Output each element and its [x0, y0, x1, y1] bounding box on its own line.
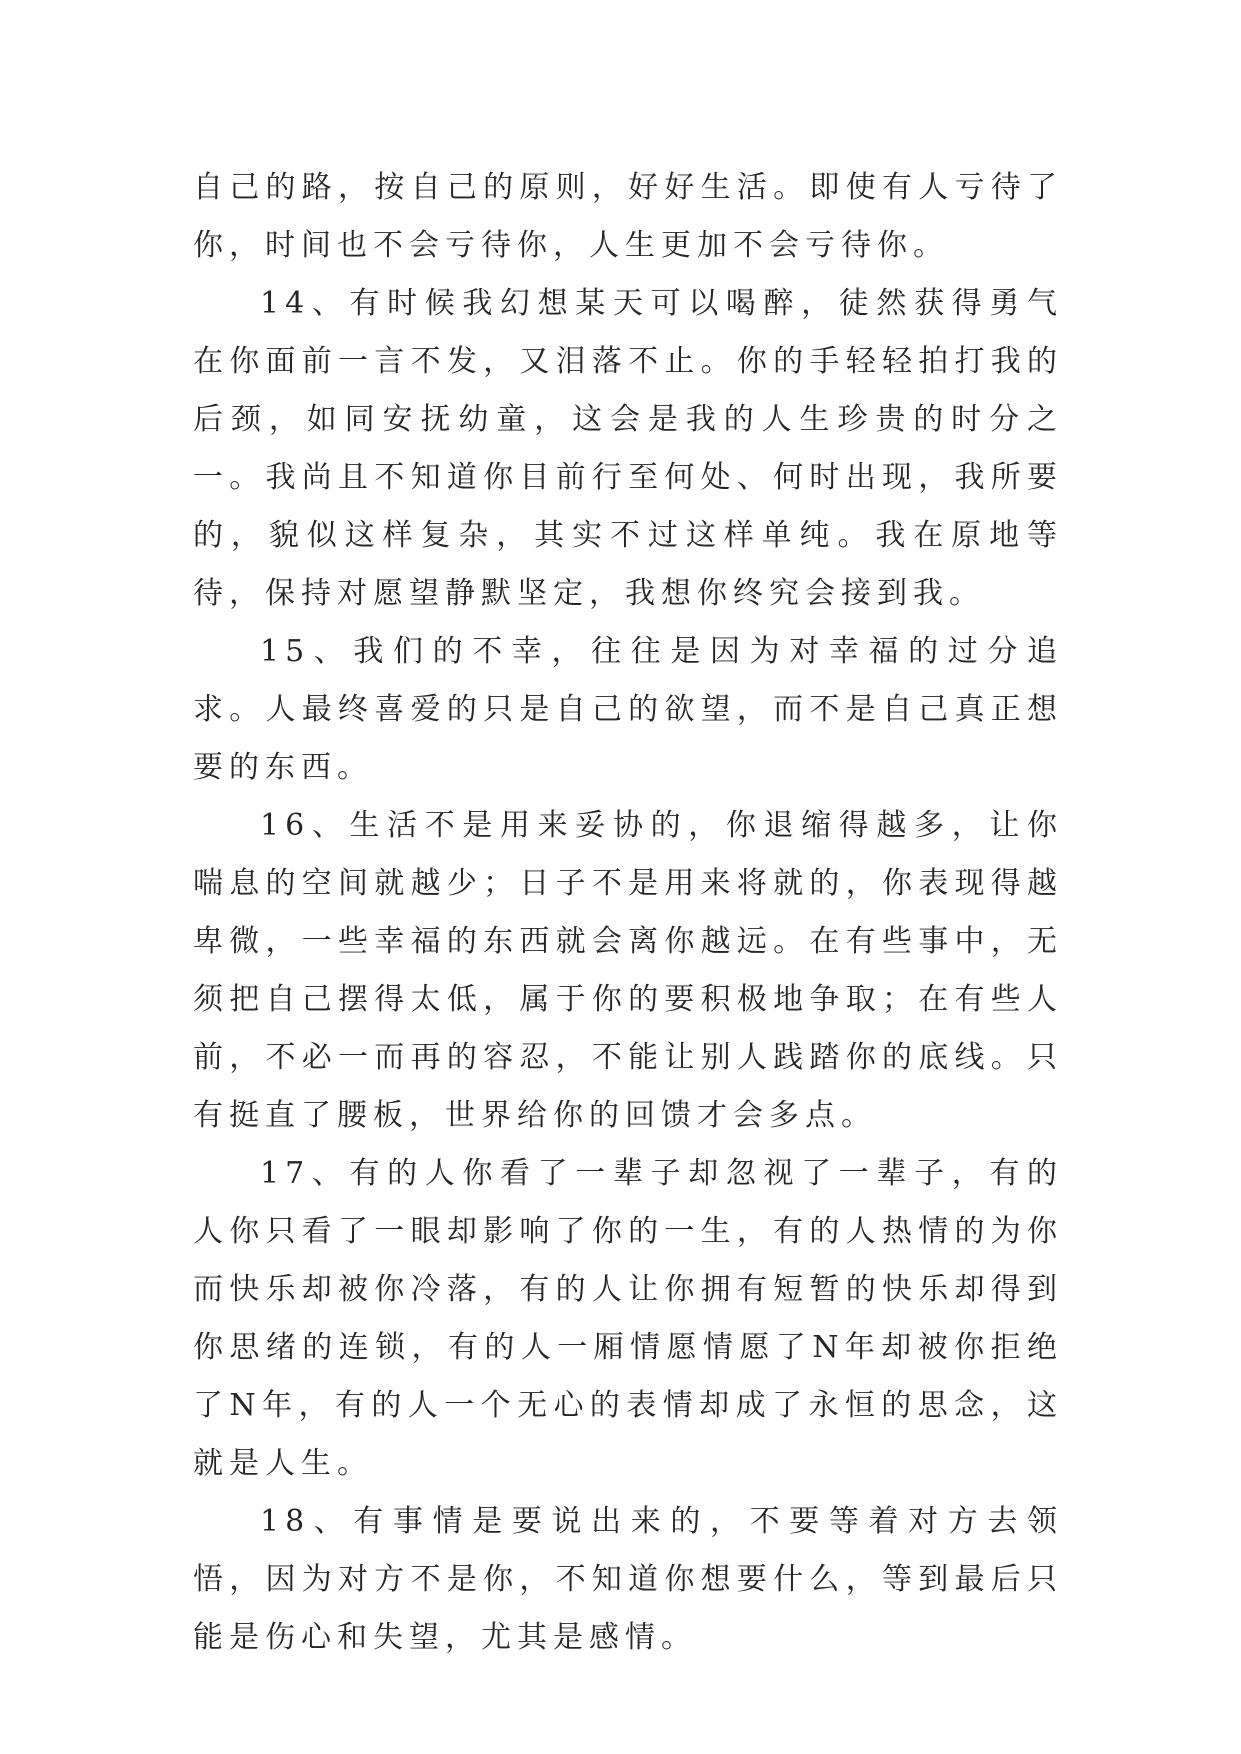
- paragraph-14: 14、有时候我幻想某天可以喝醉，徒然获得勇气在你面前一言不发，又泪落不止。你的手轻轻拍打我的后颈，如同安抚幼童，这会是我的人生珍贵的时分之一。我尚且不知道你目前行至何处、何时出现，我所要的，貌似这样复杂，其实不过这样单纯。我在原地等待，保持对愿望静默坚定，我想你终究会接到我。: [193, 286, 1063, 611]
- paragraph-16: 16、生活不是用来妥协的，你退缩得越多，让你喘息的空间就越少；日子不是用来将就的，你表现得越卑微，一些幸福的东西就会离你越远。在有些事中，无须把自己摆得太低，属于你的要积极地争取；在有些人前，不必一而再的容忍，不能让别人践踏你的底线。只有挺直了腰板，世界给你的回馈才会多点。: [193, 808, 1063, 1133]
- paragraph-15: 15、我们的不幸，往往是因为对幸福的过分追求。人最终喜爱的只是自己的欲望，而不是自己真正想要的东西。: [193, 634, 1063, 785]
- paragraph-continuation: 自己的路，按自己的原则，好好生活。即使有人亏待了你，时间也不会亏待你，人生更加不会亏待你。: [193, 170, 1063, 263]
- document-body: [193, 159, 1063, 1667]
- paragraph-18: 18、有事情是要说出来的，不要等着对方去领悟，因为对方不是你，不知道你想要什么，等到最后只能是伤心和失望，尤其是感情。: [193, 1504, 1063, 1655]
- paragraph-17: 17、有的人你看了一辈子却忽视了一辈子，有的人你只看了一眼却影响了你的一生，有的人热情的为你而快乐却被你冷落，有的人让你拥有短暂的快乐却得到你思绪的连锁，有的人一厢情愿情愿了N年却被你拒绝了N年，有的人一个无心的表情却成了永恒的思念，这就是人生。: [193, 1156, 1063, 1481]
